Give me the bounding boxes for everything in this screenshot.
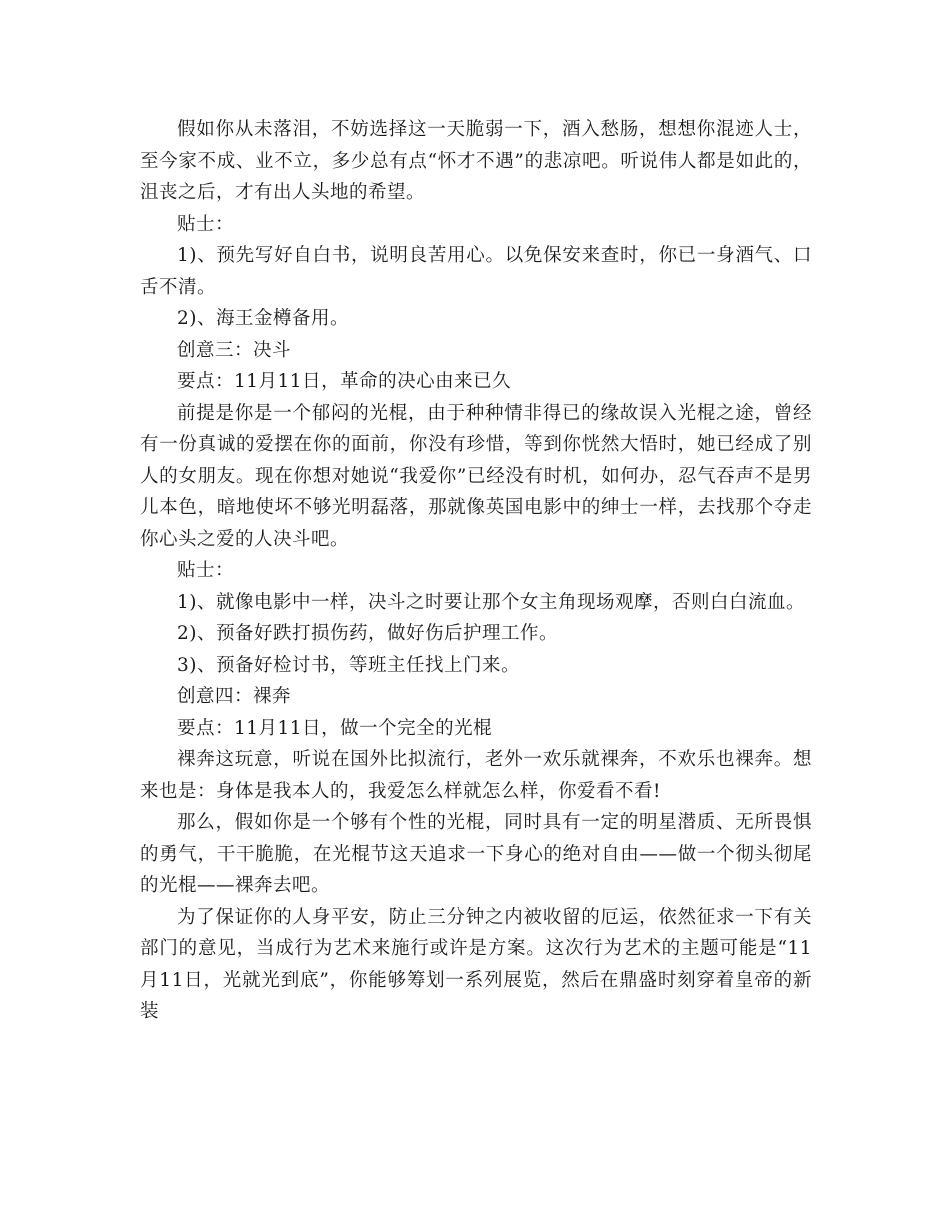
key-point: 要点：11月11日，做一个完全的光棍 [177,717,493,739]
paragraph: 那么，假如你是一个够有个性的光棍，同时具有一定的明星潜质、无所畏惧的勇气，干干脆脆，在光棍节这天追求一下身心的绝对自由——做一个彻头彻尾的光棍——裸奔去吧。 [140,812,812,896]
section-heading: 创意四：裸奔 [177,686,292,707]
tips-heading: 贴士： [177,560,235,581]
paragraph: 前提是你是一个郁闷的光棍，由于种种情非得已的缘故误入光棍之途，曾经有一份真诚的爱摆在你的面前，你没有珍惜，等到你恍然大悟时，她已经成了别人的女朋友。现在你想对她说“我爱你”已经没有时机，如何办，忍气吞声不是男儿本色，暗地使坏不够光明磊落，那就像英国电影中的绅士一样，去找那个夺走你心头之爱的人决斗吧。 [140,402,812,550]
tip-item: 3)、预备好检讨书，等班主任找上门来。 [177,654,520,676]
paragraph: 裸奔这玩意，听说在国外比拟流行，老外一欢乐就裸奔，不欢乐也裸奔。想来也是：身体是我本人的，我爱怎么样就怎么样，你爱看不看! [140,749,812,802]
tip-item: 1)、就像电影中一样，决斗之时要让那个女主角现场观摩，否则白白流血。 [177,591,805,613]
document-body [140,114,812,1028]
tips-heading: 贴士： [177,213,235,235]
key-point: 要点：11月11日，革命的决心由来已久 [177,371,512,392]
paragraph: 假如你从未落泪，不妨选择这一天脆弱一下，酒入愁肠，想想你混迹人士，至今家不成、业不立，多少总有点“怀才不遇”的悲凉吧。听说伟人都是如此的，沮丧之后，才有出人头地的希望。 [140,119,812,203]
section-heading: 创意三：决斗 [177,339,292,361]
paragraph: 为了保证你的人身平安，防止三分钟之内被收留的厄运，依然征求一下有关部门的意见，当成行为艺术来施行或许是方案。这次行为艺术的主题可能是“11月11日，光就光到底”，你能够筹划一系列展览，然后在鼎盛时刻穿着皇帝的新装 [140,906,812,1022]
tip-item: 2)、预备好跌打损伤药，做好伤后护理工作。 [177,623,558,644]
tip-item: 2)、海王金樽备用。 [177,308,349,329]
tip-item: 1)、预先写好自白书，说明良苦用心。以免保安来查时，你已一身酒气、口舌不清。 [140,245,812,298]
